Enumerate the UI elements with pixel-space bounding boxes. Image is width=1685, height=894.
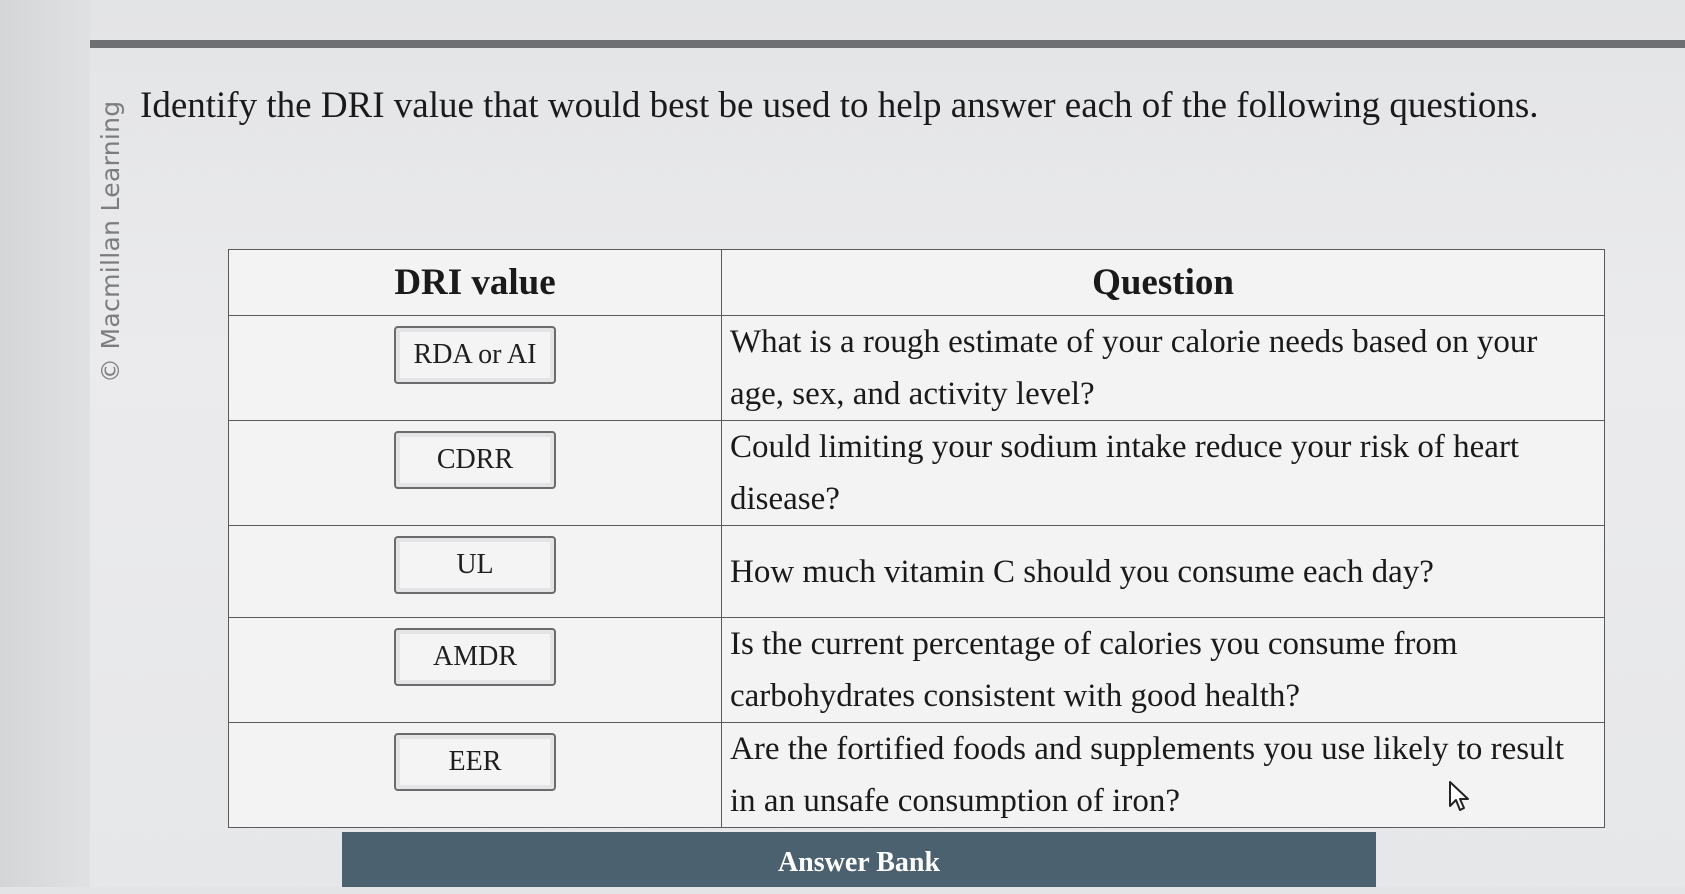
copyright-label: © Macmillan Learning	[96, 100, 125, 383]
question-prompt: Identify the DRI value that would best be used to help answer each of the following questions.	[140, 85, 1539, 126]
table-row	[229, 316, 1605, 421]
answer-chip[interactable]: RDA or AI	[394, 326, 556, 384]
drop-zone[interactable]	[229, 526, 722, 618]
table-row	[229, 421, 1605, 526]
question-text: Could limiting your sodium intake reduce your risk of heart disease?	[722, 421, 1605, 526]
answer-chip[interactable]: UL	[394, 536, 556, 594]
question-text: Are the fortified foods and supplements you use likely to result in an unsafe consumption of iron?	[722, 723, 1605, 828]
header-dri-value: DRI value	[229, 250, 722, 316]
answer-chip[interactable]: AMDR	[394, 628, 556, 686]
answer-bank-header: Answer Bank	[342, 832, 1376, 887]
answer-chip[interactable]: EER	[394, 733, 556, 791]
answer-chip[interactable]: CDRR	[394, 431, 556, 489]
drop-zone[interactable]	[229, 618, 722, 723]
table-header-row	[229, 250, 1605, 316]
drop-zone[interactable]	[229, 421, 722, 526]
table-row	[229, 618, 1605, 723]
drop-zone[interactable]	[229, 723, 722, 828]
table-row	[229, 723, 1605, 828]
left-margin	[0, 0, 90, 887]
question-text: Is the current percentage of calories you consume from carbohydrates consistent with good health?	[722, 618, 1605, 723]
question-text: How much vitamin C should you consume each day?	[722, 526, 1605, 618]
mouse-pointer-icon	[1448, 780, 1472, 812]
drop-zone[interactable]	[229, 316, 722, 421]
header-question: Question	[722, 250, 1605, 316]
dri-matching-table	[228, 249, 1605, 828]
table-row	[229, 526, 1605, 618]
top-divider	[90, 40, 1685, 48]
question-text: What is a rough estimate of your calorie needs based on your age, sex, and activity level?	[722, 316, 1605, 421]
